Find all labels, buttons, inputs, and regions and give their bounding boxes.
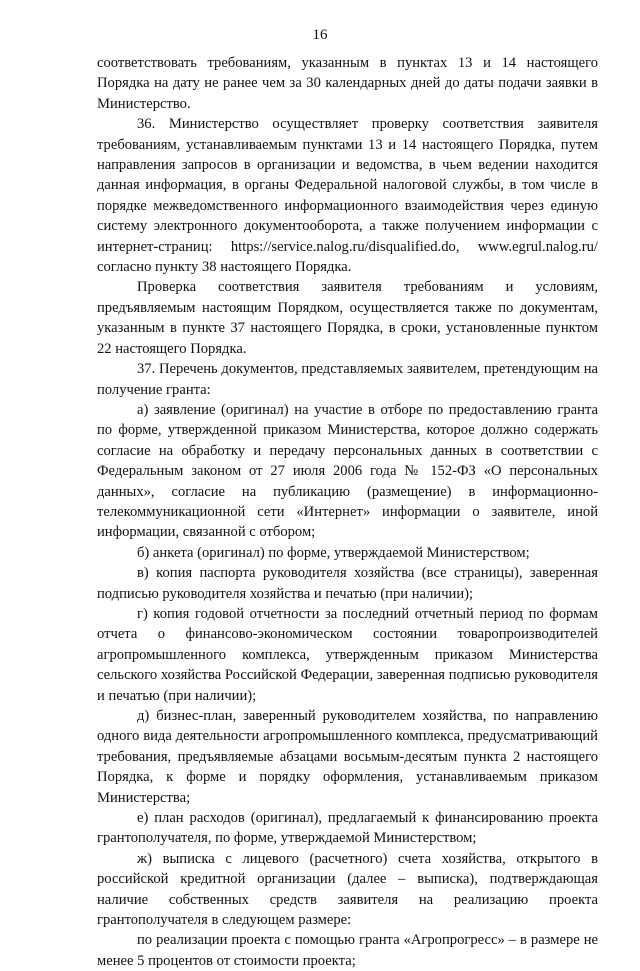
paragraph: по реализации проекта с помощью гранта «Агропрогресс» – в размере не менее 5 процентов от стоимости проекта; bbox=[97, 932, 598, 969]
paragraph: д) бизнес-план, заверенный руководителем хозяйства, по направлению одного вида деятельности агропромышленного комплекса, предусматривающий требования, предъявляемые абзацами восьмым-десятым пункта 2 настоящего Порядка, к форме и порядку оформления, устанавливаемым приказом Министерства; bbox=[97, 708, 598, 806]
page-number: 16 bbox=[312, 27, 328, 43]
paragraph: ж) выписка с лицевого (расчетного) счета хозяйства, открытого в российской кредитной организации (далее – выписка), подтверждающая наличие собственных средств заявителя на реализацию проекта грантополучателя в следующем размере: bbox=[97, 850, 598, 929]
paragraph: Проверка соответствия заявителя требованиям и условиям, предъявляемым настоящим Порядком, осуществляется также по документам, указанным в пункте 37 настоящего Порядка, в сроки, установленные пунктом 22 настоящего Порядка. bbox=[97, 279, 598, 357]
paragraph: в) копия паспорта руководителя хозяйства (все страницы), заверенная подписью руководителя хозяйства и печатью (при наличии); bbox=[97, 565, 598, 602]
paragraph: е) план расходов (оригинал), предлагаемый к финансированию проекта грантополучателя, по форме, утверждаемой Министерством; bbox=[97, 810, 598, 847]
paragraph: соответствовать требованиям, указанным в пунктах 13 и 14 настоящего Порядка на дату не ранее чем за 30 календарных дней до даты подачи заявки в Министерство. bbox=[97, 55, 598, 112]
paragraph: б) анкета (оригинал) по форме, утверждаемой Министерством; bbox=[137, 544, 530, 561]
document-body bbox=[97, 53, 598, 971]
paragraph: 36. Министерство осуществляет проверку соответствия заявителя требованиям, устанавливаемым пунктами 13 и 14 настоящего Порядка, путем направления запросов в организации и ведомства, в чьем ведении находится данная информация, в органы Федеральной налоговой службы, в том числе в порядке межведомственного информационного взаимодействия через единую систему электронного документооборота, а также получением информации с интернет-страниц: https://service.nalog.ru/disqualified.do, www.egrul.nalog.ru/ согласно пункту 38 настоящего Порядка. bbox=[97, 116, 598, 276]
paragraph: г) копия годовой отчетности за последний отчетный период по формам отчета о финансово-экономическом состоянии товаропроизводителей агропромышленного комплекса, утвержденным приказом Министерства сельского хозяйства Российской Федерации, заверенная подписью руководителя и печатью (при наличии); bbox=[97, 605, 598, 704]
paragraph: 37. Перечень документов, представляемых заявителем, претендующим на получение гранта: bbox=[97, 361, 598, 398]
paragraph: а) заявление (оригинал) на участие в отборе по предоставлению гранта по форме, утвержденной приказом Министерства, которое должно содержать согласие на обработку и передачу персональных данных в соответствии с Федеральным законом от 27 июля 2006 года № 152-ФЗ «О персональных данных», согласие на публикацию (размещение) в информационно-телекоммуникационной сети «Интернет» информации о заявителе, иной информации, связанной с отбором; bbox=[97, 401, 598, 541]
